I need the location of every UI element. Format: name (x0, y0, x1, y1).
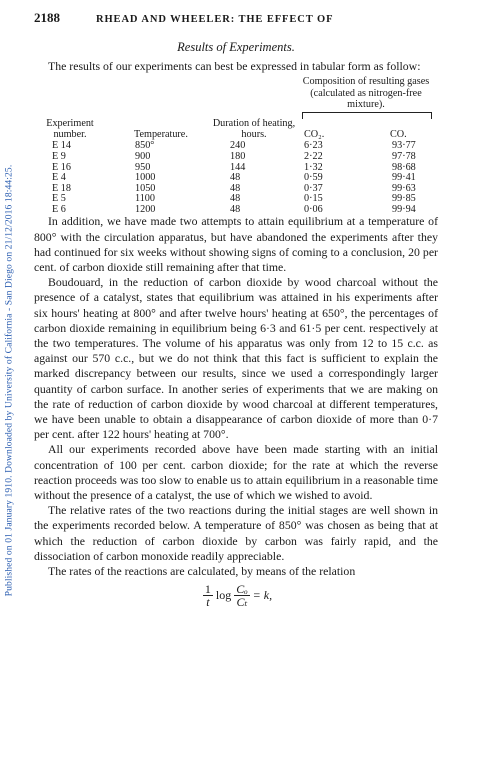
cell-duration: 48 (230, 193, 241, 205)
cell-co2: 1·32 (304, 161, 323, 173)
log-operator: log (215, 588, 232, 603)
body-paragraph: Boudouard, in the reduction of carbon dioxide by wood charcoal without the presence of a catalyst, states that equilibrium was attained in his experiments after six hours' heating at 800° and after twelve hours' heating at 650°, the percentages of carbon dioxide remaining in equilibrium being 6·3 and 61·5 per cent. respectively at the two temperatures. The volume of his apparatus was only from 12 to 15 c.c. as against our 570 c.c., but we do not think that this fact is sufficient to explain the marked discrepancy between our results, since we used a correspondingly larger quantity of carbon surface. In another series of experiments that we are making on the rate of reduction of carbon dioxide by wood charcoal at different temperatures, we have been unable to obtain a disappearance of carbon dioxide of more than 0·7 per cent. after 122 hours' heating at 700°. (34, 275, 438, 442)
composition-brace (302, 112, 432, 119)
fraction-denominator: Cₜ (236, 595, 248, 610)
cell-duration: 48 (230, 203, 241, 215)
fraction-one-over-t (203, 583, 213, 608)
cell-temperature: 1200 (135, 203, 156, 215)
rate-formula (34, 583, 438, 608)
cell-duration: 144 (230, 161, 246, 173)
body-paragraph: The rates of the reactions are calculated, by means of the relation (48, 564, 356, 579)
column-header-co: CO. (390, 129, 407, 141)
cell-duration: 48 (230, 172, 241, 184)
cell-temperature: 850° (135, 140, 155, 152)
fraction-denominator: t (206, 595, 210, 610)
cell-experiment: E 6 (52, 203, 66, 215)
cell-co: 99·94 (392, 203, 416, 215)
page-number: 2188 (34, 10, 60, 25)
cell-co: 99·41 (392, 172, 416, 184)
results-table (34, 76, 438, 214)
intro-paragraph: The results of our experiments can best be expressed in tabular form as follow: (48, 59, 421, 74)
table-body (34, 140, 438, 214)
table-row (34, 204, 438, 215)
download-watermark-text: Published on 01 January 1910. Downloaded by University of California - San Diego on 21/12/2016 18:44:25. (3, 164, 15, 596)
cell-co: 97·78 (392, 151, 416, 162)
cell-co2: 0·15 (304, 193, 323, 205)
cell-co2: 0·59 (304, 172, 323, 184)
table-row (34, 151, 438, 162)
cell-co2: 0·37 (304, 182, 323, 194)
cell-co2: 2·22 (304, 151, 323, 162)
cell-co: 93·77 (392, 140, 416, 152)
column-header-temperature: Temperature. (134, 129, 188, 141)
body-paragraph: All our experiments recorded above have been made starting with an initial concentration of 100 per cent. carbon dioxide; for the rate at which the reverse reaction proceeds was too slow to enable us to attain equilibrium in a reasonable time without the presence of a catalyst, the use of which we wished to avoid. (34, 442, 438, 503)
fraction-numerator: Cₒ (236, 582, 248, 597)
body-paragraph: In addition, we have made two attempts to attain equilibrium at a temperature of 800° with the circulation apparatus, but have abandoned the experiments after they had continued for six weeks without showing signs of coming to a conclusion, 20 per cent. of carbon dioxide still remaining after that time. (34, 214, 438, 275)
composition-heading: Composition of resulting gases (calculated as nitrogen-free mixture). (302, 76, 430, 111)
cell-co: 99·85 (392, 193, 416, 205)
fraction-numerator: 1 (204, 582, 211, 597)
formula-rhs: = k, (252, 588, 273, 603)
table-row (34, 140, 438, 151)
table-row (34, 162, 438, 173)
cell-experiment: E 4 (52, 172, 66, 184)
cell-experiment: E 5 (52, 193, 66, 205)
cell-temperature: 1000 (135, 172, 156, 184)
page-header (34, 10, 438, 32)
cell-experiment: E 14 (52, 140, 71, 152)
body-paragraph: The relative rates of the two reactions during the initial stages are well shown in the experiments recorded below. A temperature of 850° was chosen as being that at which the reduction of carbon dioxide by carbon was fairly rapid, and the dissociation of carbon monoxide readily appreciable. (34, 503, 438, 563)
cell-experiment: E 16 (52, 161, 71, 173)
cell-co2: 6·23 (304, 140, 323, 152)
column-header-experiment: Experiment number. (46, 118, 94, 141)
cell-co: 98·68 (392, 161, 416, 173)
running-head: RHEAD AND WHEELER: THE EFFECT OF (96, 14, 334, 25)
column-header-duration: Duration of heating, hours. (212, 118, 296, 141)
cell-temperature: 950 (135, 161, 151, 173)
cell-duration: 180 (230, 151, 246, 162)
cell-co2: 0·06 (304, 203, 323, 215)
download-watermark (2, 20, 16, 740)
cell-experiment: E 18 (52, 182, 71, 194)
cell-temperature: 900 (135, 151, 151, 162)
cell-duration: 240 (230, 140, 246, 152)
fraction-concentration (234, 583, 249, 608)
table-row (34, 172, 438, 183)
table-row (34, 183, 438, 194)
column-header-co2: CO₂. (304, 129, 325, 141)
table-row (34, 193, 438, 204)
cell-duration: 48 (230, 182, 241, 194)
cell-experiment: E 9 (52, 151, 66, 162)
cell-temperature: 1100 (135, 193, 155, 205)
page (34, 10, 438, 608)
section-title: Results of Experiments. (177, 40, 295, 54)
cell-co: 99·63 (392, 182, 416, 194)
cell-temperature: 1050 (135, 182, 156, 194)
